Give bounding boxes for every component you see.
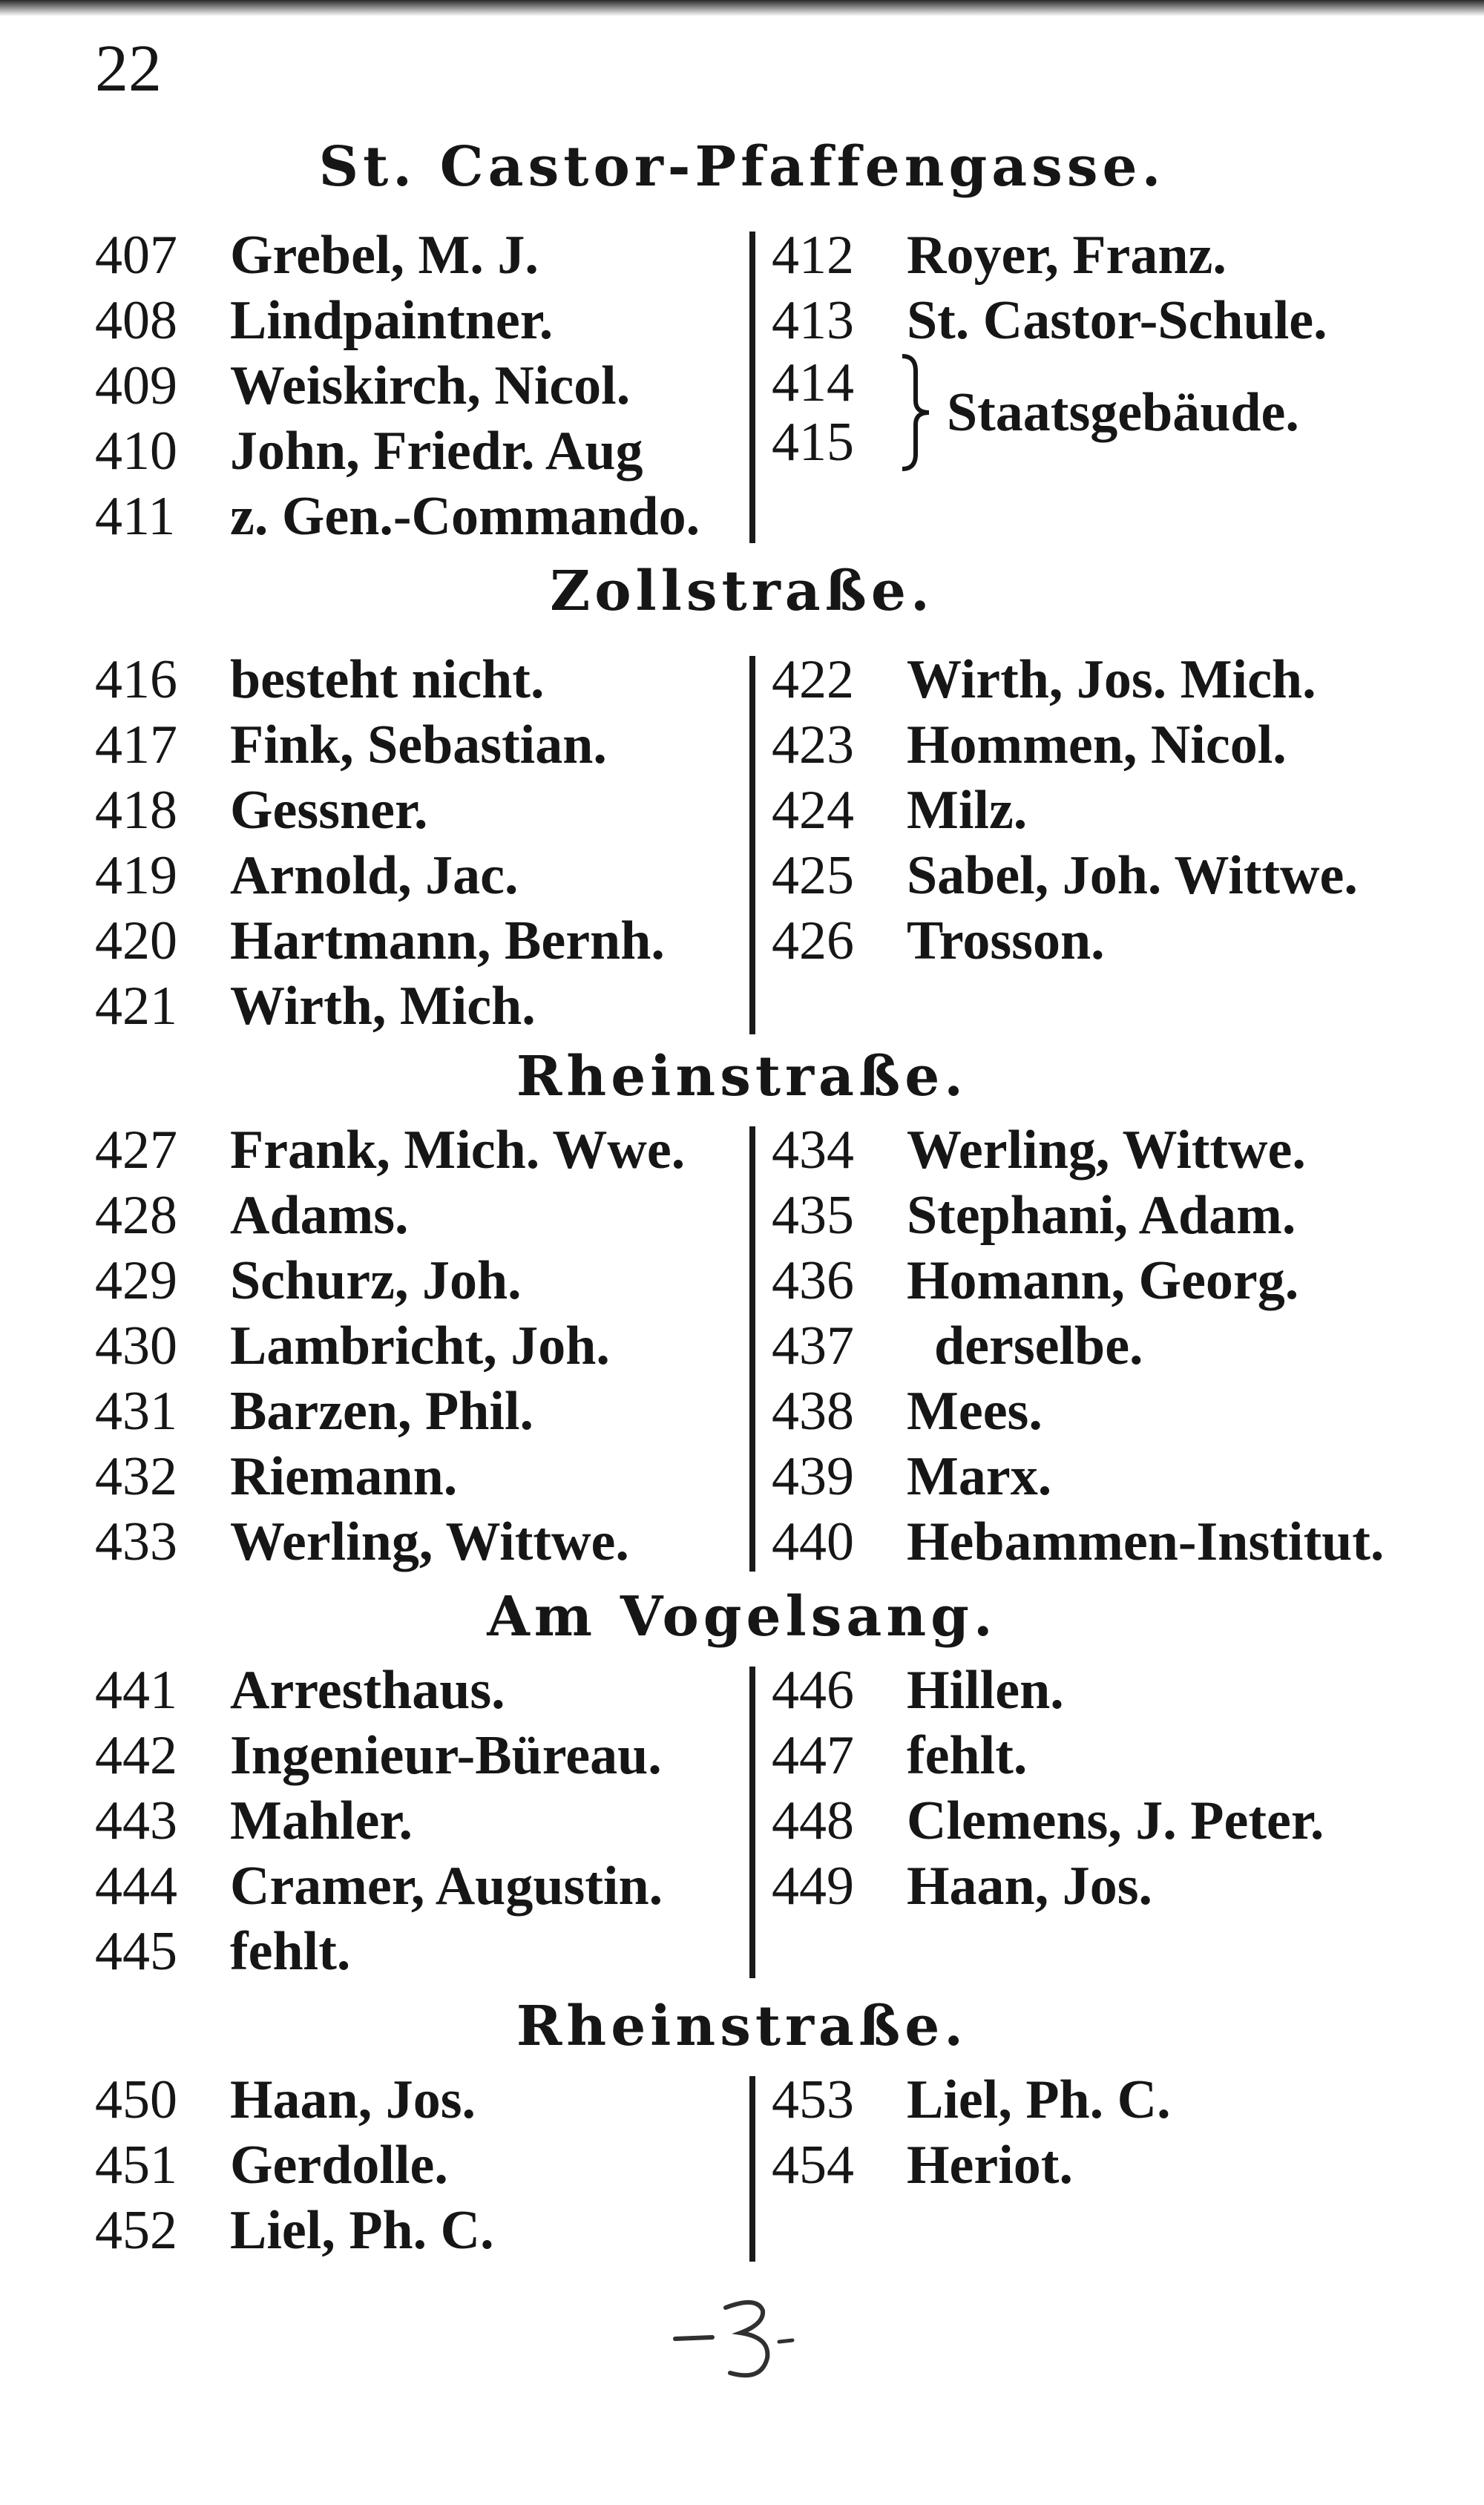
- resident-name: Lambricht, Joh.: [230, 1316, 610, 1376]
- resident-name: Gessner.: [230, 780, 428, 841]
- house-number: 448: [772, 1790, 854, 1851]
- resident-name: Heriot.: [907, 2135, 1073, 2196]
- list-item: [772, 843, 1358, 908]
- list-item: [95, 1117, 685, 1183]
- resident-name: Werling, Wittwe.: [907, 1120, 1306, 1181]
- list-item: [772, 1788, 1324, 1854]
- resident-name: Lindpaintner.: [230, 290, 554, 351]
- house-number: 420: [95, 910, 177, 971]
- list-item: [95, 1248, 685, 1313]
- list-item: [95, 1509, 685, 1575]
- list-item: [772, 288, 1327, 353]
- list-item: [772, 647, 1358, 712]
- resident-name: Weiskirch, Nicol.: [230, 355, 631, 416]
- list-item: [95, 2133, 494, 2198]
- resident-name: Trosson.: [907, 910, 1105, 971]
- house-number: 411: [95, 486, 176, 547]
- resident-name: Barzen, Phil.: [230, 1381, 534, 1442]
- resident-name: Stephani, Adam.: [907, 1185, 1296, 1246]
- house-number: 414: [772, 352, 854, 413]
- list-item: [95, 484, 700, 549]
- resident-name: Grebel, M. J.: [230, 225, 539, 286]
- list-item: [772, 1658, 1324, 1723]
- house-number: 416: [95, 649, 177, 710]
- house-number: 453: [772, 2069, 854, 2130]
- resident-name: St. Castor-Schule.: [907, 290, 1327, 351]
- left-column: [95, 1117, 685, 1575]
- resident-name: Milz.: [907, 780, 1028, 841]
- house-number: 417: [95, 715, 177, 775]
- resident-name: Schurz, Joh.: [230, 1250, 522, 1311]
- list-item: [95, 418, 700, 484]
- house-number: 425: [772, 845, 854, 906]
- left-column: [95, 223, 700, 549]
- resident-name: Royer, Franz.: [907, 225, 1227, 286]
- house-number: 445: [95, 1921, 177, 1982]
- list-item: [95, 1183, 685, 1248]
- resident-name: Haan, Jos.: [230, 2069, 476, 2130]
- house-number: 428: [95, 1185, 177, 1246]
- resident-name: Sabel, Joh. Wittwe.: [907, 845, 1358, 906]
- resident-name: Wirth, Mich.: [230, 976, 536, 1037]
- resident-name: Homann, Georg.: [907, 1250, 1299, 1311]
- list-item: [95, 1379, 685, 1444]
- list-item: [772, 908, 1358, 974]
- list-item: [772, 1248, 1384, 1313]
- resident-name: Liel, Ph. C.: [907, 2069, 1171, 2130]
- resident-name: Fink, Sebastian.: [230, 715, 607, 775]
- list-item: [95, 843, 665, 908]
- handwritten-note: [668, 2285, 816, 2389]
- right-column: [772, 647, 1358, 974]
- list-item: [95, 2067, 494, 2133]
- house-number: 429: [95, 1250, 177, 1311]
- resident-name: z. Gen.-Commando.: [230, 486, 700, 547]
- house-number: 415: [772, 412, 854, 473]
- house-number: 407: [95, 225, 177, 286]
- house-number: 423: [772, 715, 854, 775]
- house-number: 451: [95, 2135, 177, 2196]
- resident-name: Wirth, Jos. Mich.: [907, 649, 1316, 710]
- list-item: [772, 778, 1358, 843]
- list-item: [95, 1854, 663, 1919]
- list-item: [772, 1313, 1384, 1379]
- section-title-zollstrasse: Zollstraße.: [550, 559, 934, 623]
- list-item: [95, 712, 665, 778]
- resident-name: Hartmann, Bernh.: [230, 910, 665, 971]
- list-item: [95, 974, 665, 1039]
- resident-name: Frank, Mich. Wwe.: [230, 1120, 686, 1181]
- section-title-castor-pfaffengasse: St. Castor-Pfaffengasse.: [318, 135, 1166, 199]
- house-number: 413: [772, 290, 854, 351]
- resident-name: besteht nicht.: [230, 649, 545, 710]
- house-number: 424: [772, 780, 854, 841]
- house-number: 452: [95, 2200, 177, 2261]
- house-number: 439: [772, 1446, 854, 1507]
- list-item: [95, 288, 700, 353]
- resident-name: derselbe.: [907, 1316, 1143, 1376]
- resident-name: Hillen.: [907, 1660, 1064, 1721]
- list-item: [772, 712, 1358, 778]
- list-item: [772, 1509, 1384, 1575]
- left-column: [95, 647, 665, 1039]
- house-number: 440: [772, 1511, 854, 1572]
- house-number: 446: [772, 1660, 854, 1721]
- left-column: [95, 1658, 663, 1984]
- resident-name: Cramer, Augustin.: [230, 1856, 663, 1917]
- house-number: 438: [772, 1381, 854, 1442]
- list-item: [95, 1444, 685, 1509]
- house-number: 426: [772, 910, 854, 971]
- list-item: [772, 1379, 1384, 1444]
- house-number: 442: [95, 1725, 177, 1786]
- house-number: 433: [95, 1511, 177, 1572]
- section-title-rheinstrasse-2: Rheinstraße.: [516, 1995, 968, 2058]
- column-divider: [749, 656, 755, 1034]
- page-edge-shadow: [0, 0, 1484, 16]
- resident-name: Adams.: [230, 1185, 409, 1246]
- column-divider: [749, 1667, 755, 1978]
- column-divider: [749, 1126, 755, 1572]
- house-number: 419: [95, 845, 177, 906]
- house-number: 430: [95, 1316, 177, 1376]
- house-number: 427: [95, 1120, 177, 1181]
- house-number: 450: [95, 2069, 177, 2130]
- house-number: 434: [772, 1120, 854, 1181]
- column-divider: [749, 232, 755, 543]
- house-number: 435: [772, 1185, 854, 1246]
- house-number: 441: [95, 1660, 177, 1721]
- list-item: [95, 1723, 663, 1788]
- house-number: 410: [95, 421, 177, 482]
- resident-name: Ingenieur-Büreau.: [230, 1725, 662, 1786]
- house-number: 449: [772, 1856, 854, 1917]
- curly-brace-icon: [899, 353, 932, 472]
- house-number: 412: [772, 225, 854, 286]
- brace-numbers: [772, 353, 907, 472]
- resident-name: Arresthaus.: [230, 1660, 505, 1721]
- house-number: 443: [95, 1790, 177, 1851]
- house-number: 421: [95, 976, 177, 1037]
- list-item: [772, 223, 1327, 288]
- list-item: [95, 2198, 494, 2263]
- resident-name: Riemann.: [230, 1446, 458, 1507]
- right-column: [772, 223, 1327, 353]
- list-item: [95, 908, 665, 974]
- house-number: 431: [95, 1381, 177, 1442]
- list-item: [95, 1313, 685, 1379]
- list-item: [95, 223, 700, 288]
- list-item: [95, 353, 700, 418]
- brace-group-staatsgebaeude: [772, 353, 1299, 472]
- house-number: 432: [95, 1446, 177, 1507]
- house-number: 409: [95, 355, 177, 416]
- list-item: [772, 1854, 1324, 1919]
- house-number: 454: [772, 2135, 854, 2196]
- list-item: [772, 2067, 1171, 2133]
- house-number: 436: [772, 1250, 854, 1311]
- list-item: [772, 2133, 1171, 2198]
- list-item: [772, 1723, 1324, 1788]
- resident-name: Clemens, J. Peter.: [907, 1790, 1324, 1851]
- resident-name: fehlt.: [907, 1725, 1028, 1786]
- list-item: [95, 1658, 663, 1723]
- resident-name: Hebammen-Institut.: [907, 1511, 1385, 1572]
- list-item: [95, 647, 665, 712]
- section-title-rheinstrasse: Rheinstraße.: [516, 1045, 968, 1109]
- resident-name: Marx.: [907, 1446, 1052, 1507]
- right-column: [772, 2067, 1171, 2198]
- house-number: 422: [772, 649, 854, 710]
- resident-name: Liel, Ph. C.: [230, 2200, 494, 2261]
- house-number: 447: [772, 1725, 854, 1786]
- page-number: 22: [95, 32, 162, 105]
- list-item: [772, 1444, 1384, 1509]
- resident-name: Arnold, Jac.: [230, 845, 519, 906]
- house-number: 444: [95, 1856, 177, 1917]
- right-column: [772, 1658, 1324, 1919]
- list-item: [95, 1919, 663, 1984]
- list-item: [772, 1117, 1384, 1183]
- section-title-am-vogelsang: Am Vogelsang.: [487, 1585, 997, 1649]
- list-item: [95, 778, 665, 843]
- resident-name: Mees.: [907, 1381, 1043, 1442]
- brace-label: Staatsgebäude.: [947, 381, 1299, 443]
- list-item: [95, 1788, 663, 1854]
- house-number: 408: [95, 290, 177, 351]
- list-item: [772, 1183, 1384, 1248]
- resident-name: John, Friedr. Aug: [230, 421, 643, 482]
- right-column: [772, 1117, 1384, 1575]
- resident-name: Werling, Wittwe.: [230, 1511, 629, 1572]
- house-number: 418: [95, 780, 177, 841]
- resident-name: Gerdolle.: [230, 2135, 448, 2196]
- house-number: 437: [772, 1316, 854, 1376]
- resident-name: Hommen, Nicol.: [907, 715, 1287, 775]
- resident-name: Haan, Jos.: [907, 1856, 1153, 1917]
- column-divider: [749, 2076, 755, 2262]
- left-column: [95, 2067, 494, 2263]
- resident-name: Mahler.: [230, 1790, 413, 1851]
- resident-name: fehlt.: [230, 1921, 351, 1982]
